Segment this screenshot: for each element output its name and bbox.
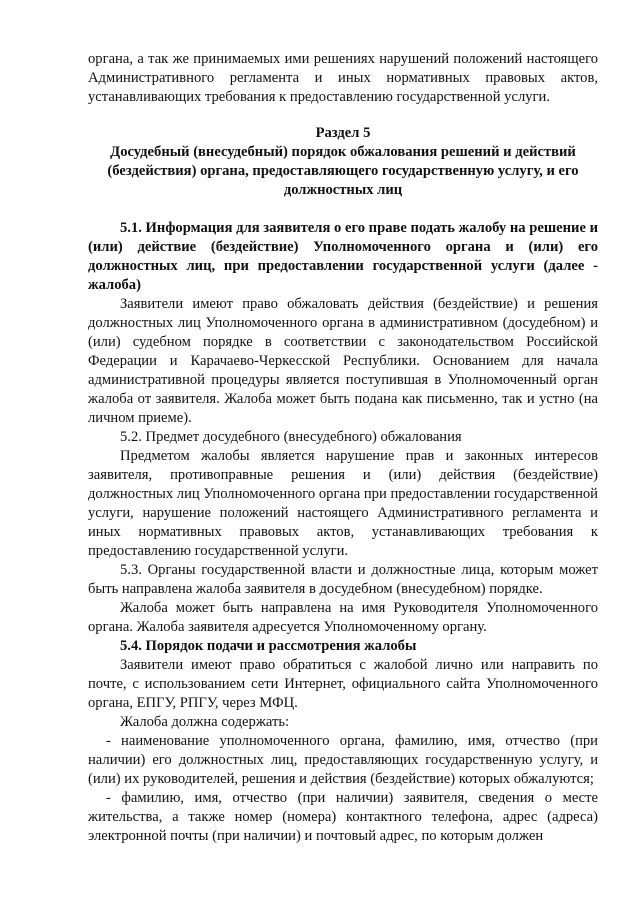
document-page bbox=[88, 50, 598, 846]
subsection-5-4-text: Заявители имеют право обратиться с жалобой лично или направить по почте, с использованием сети Интернет, официального сайта Уполномоченного органа, ЕПГУ, РПГУ, через МФЦ. bbox=[88, 657, 598, 711]
intro-paragraph: органа, а так же принимаемых ими решениях нарушений положений настоящего Административного регламента и иных нормативных правовых актов, устанавливающих требования к предоставлению государственной услуги. bbox=[88, 51, 598, 105]
subsection-5-4-heading: 5.4. Порядок подачи и рассмотрения жалобы bbox=[120, 638, 417, 654]
subsection-5-2-text: Предметом жалобы является нарушение прав и законных интересов заявителя, противоправные решения и (или) действия (бездействие) должностных лиц Уполномоченного органа при предоставлении государственной услуги, нарушение положений настоящего Административного регламента и иных нормативных правовых актов, устанавливающих требования к предоставлению государственной услуги. bbox=[88, 448, 598, 559]
subsection-5-1-heading: 5.1. Информация для заявителя о его праве подать жалобу на решение и (или) действие (бездействие) Уполномоченного органа и (или) его должностных лиц, при предоставлении государственной услуги (далее - жалоба) bbox=[88, 220, 598, 293]
subsection-5-2-heading: 5.2. Предмет досудебного (внесудебного) обжалования bbox=[120, 429, 462, 445]
list-item: - наименование уполномоченного органа, фамилию, имя, отчество (при наличии) его должностных лиц, предоставляющих государственную услугу, и (или) их руководителей, решения и действия (бездействие) которых обжалуются; bbox=[88, 733, 598, 787]
subsection-5-1-text: Заявители имеют право обжаловать действия (бездействие) и решения должностных лиц Уполномоченного органа в административном (досудебном) и (или) судебном порядке в соответствии с законодательством Российской Федерации и Карачаево-Черкесской Республики. Основанием для начала административной процедуры является поступившая в Уполномоченный орган жалоба от заявителя. Жалоба может быть подана как письменно, так и устно (на личном приеме). bbox=[88, 296, 598, 426]
section-label: Раздел 5 bbox=[315, 125, 371, 141]
subsection-5-3-addressee: Жалоба может быть направлена на имя Руководителя Уполномоченного органа. Жалоба заявителя адресуется Уполномоченному органу. bbox=[88, 600, 598, 635]
section-title: Досудебный (внесудебный) порядок обжалования решений и действий (бездействия) органа, предоставляющего государственную услугу, и его должностных лиц bbox=[107, 144, 579, 198]
subsection-5-3-text: 5.3. Органы государственной власти и должностные лица, которым может быть направлена жалоба заявителя в досудебном (внесудебном) порядке. bbox=[88, 562, 598, 597]
list-item: - фамилию, имя, отчество (при наличии) заявителя, сведения о месте жительства, а также номер (номера) контактного телефона, адрес (адреса) электронной почты (при наличии) и почтовый адрес, по которым должен bbox=[88, 790, 598, 844]
complaint-contents-intro: Жалоба должна содержать: bbox=[120, 714, 290, 730]
